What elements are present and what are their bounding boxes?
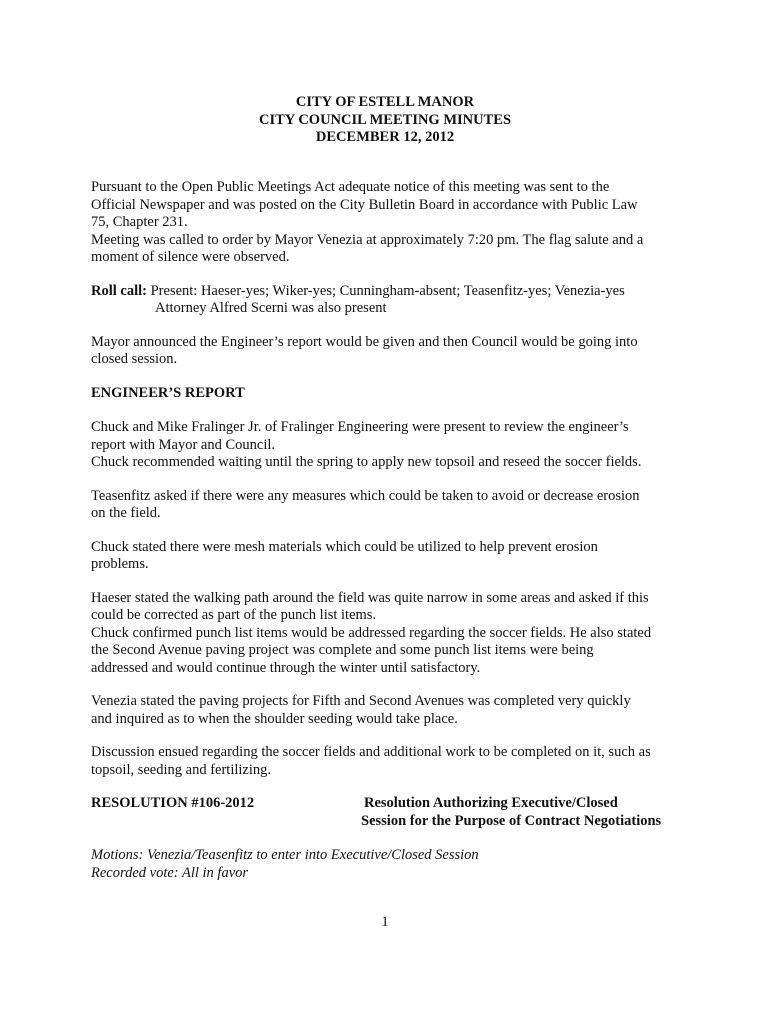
intro-line: Official Newspaper and was posted on the City Bulletin Board in accordance with Public Law bbox=[91, 196, 638, 213]
roll-call-attorney: Attorney Alfred Scerni was also present bbox=[155, 300, 387, 316]
roll-call-label: Roll call: bbox=[91, 282, 147, 299]
engineer-paragraph-3 bbox=[91, 539, 691, 574]
engineer-paragraph-1 bbox=[91, 419, 691, 472]
paragraph-line: Chuck stated there were mesh materials which could be utilized to help prevent erosion bbox=[91, 538, 598, 555]
mayor-note-line: closed session. bbox=[91, 351, 178, 367]
motion-line: Motions: Venezia/Teasenfitz to enter into Executive/Closed Session bbox=[91, 847, 479, 863]
intro-line: moment of silence were observed. bbox=[91, 249, 290, 265]
motion-paragraph bbox=[91, 847, 691, 882]
paragraph-line: Chuck confirmed punch list items would be addressed regarding the soccer fields. He also stated bbox=[91, 624, 652, 641]
paragraph-line: problems. bbox=[91, 556, 149, 572]
engineer-paragraph-4 bbox=[91, 590, 691, 678]
page-number: 1 bbox=[381, 914, 389, 930]
roll-call-line bbox=[91, 283, 691, 301]
roll-call-present: Present: Haeser-yes; Wiker-yes; Cunningham-absent; Teasenfitz-yes; Venezia-yes bbox=[146, 282, 625, 299]
engineer-paragraph-5 bbox=[91, 693, 691, 728]
intro-line: Pursuant to the Open Public Meetings Act adequate notice of this meeting was sent to the bbox=[91, 179, 610, 195]
engineer-paragraph-2 bbox=[91, 488, 691, 523]
meeting-date: DECEMBER 12, 2012 bbox=[315, 129, 455, 145]
mayor-note-line: Mayor announced the Engineer’s report would be given and then Council would be going into bbox=[91, 333, 638, 350]
city-name: CITY OF ESTELL MANOR bbox=[295, 94, 475, 110]
paragraph-line: could be corrected as part of the punch list items. bbox=[91, 607, 377, 623]
paragraph-line: topsoil, seeding and fertilizing. bbox=[91, 761, 272, 778]
resolution-title-line: Resolution Authorizing Executive/Closed bbox=[364, 795, 618, 811]
intro-line: 75, Chapter 231. bbox=[91, 214, 188, 230]
paragraph-line: and inquired as to when the shoulder seeding would take place. bbox=[91, 710, 458, 727]
paragraph-line: Chuck and Mike Fralinger Jr. of Fralinger Engineering were present to review the engineer’s bbox=[91, 419, 629, 435]
paragraph-line: Haeser stated the walking path around the field was quite narrow in some areas and asked if this bbox=[91, 589, 649, 606]
paragraph-line: the Second Avenue paving project was complete and some punch list items were being bbox=[91, 642, 594, 658]
resolution-block bbox=[91, 795, 691, 830]
roll-call-paragraph bbox=[91, 283, 691, 318]
paragraph-line: Discussion ensued regarding the soccer fields and additional work to be completed on it, such as bbox=[91, 744, 651, 760]
paragraph-line: on the field. bbox=[91, 505, 161, 521]
paragraph-line: report with Mayor and Council. bbox=[91, 436, 276, 453]
resolution-title bbox=[361, 795, 662, 830]
paragraph-line: addressed and would continue through the winter until satisfactory. bbox=[91, 659, 481, 676]
intro-paragraph bbox=[91, 179, 691, 267]
document-body bbox=[91, 179, 691, 898]
paragraph-line: Chuck recommended waiting until the spring to apply new topsoil and reseed the soccer fields. bbox=[91, 454, 642, 470]
paragraph-line: Teasenfitz asked if there were any measures which could be taken to avoid or decrease erosion bbox=[91, 487, 640, 504]
resolution-number: RESOLUTION #106-2012 bbox=[91, 795, 255, 811]
engineers-report-heading: ENGINEER’S REPORT bbox=[91, 384, 245, 401]
resolution-title-line: Session for the Purpose of Contract Negotiations bbox=[361, 812, 662, 829]
document-header bbox=[0, 94, 770, 147]
recorded-vote-line: Recorded vote: All in favor bbox=[91, 864, 249, 881]
engineer-paragraph-6 bbox=[91, 744, 691, 779]
document-title: CITY COUNCIL MEETING MINUTES bbox=[258, 111, 512, 128]
mayor-note-paragraph bbox=[91, 334, 691, 369]
paragraph-line: Venezia stated the paving projects for Fifth and Second Avenues was completed very quickly bbox=[91, 693, 631, 709]
intro-line: Meeting was called to order by Mayor Venezia at approximately 7:20 pm. The flag salute and a bbox=[91, 231, 644, 248]
